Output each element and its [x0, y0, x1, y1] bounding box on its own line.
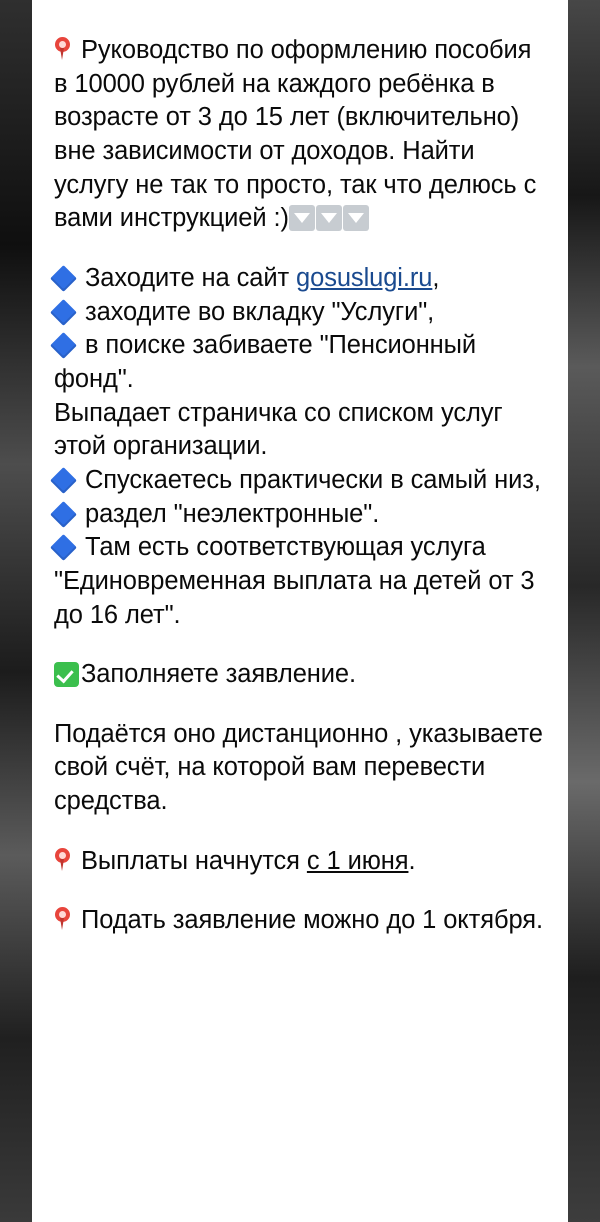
step-line-1 — [54, 262, 546, 296]
paragraph-apply — [54, 658, 546, 692]
step-line-2 — [54, 296, 546, 330]
blue-diamond-icon — [50, 534, 77, 561]
step-line-5 — [54, 466, 541, 494]
payments-start-after: . — [408, 846, 416, 875]
pin-icon — [54, 37, 71, 63]
check-mark-icon — [54, 662, 79, 687]
down-arrow-icon — [289, 205, 315, 231]
blue-diamond-icon — [50, 467, 77, 494]
step-7-text: Там есть соответствующая услуга "Единовременная выплата на детей от 3 до 16 лет". — [54, 533, 535, 629]
step-1-after: , — [432, 263, 440, 292]
paragraph-deadline — [54, 904, 546, 938]
down-arrow-icon — [316, 205, 342, 231]
post-caption-card — [32, 0, 568, 1222]
step-line-6 — [54, 500, 379, 528]
paragraph-apply-text: Заполняете заявление. — [81, 660, 356, 689]
pin-icon — [54, 907, 71, 933]
pin-icon — [54, 848, 71, 874]
paragraph-payments-start — [54, 845, 546, 879]
down-arrow-icon — [343, 205, 369, 231]
step-6-text: раздел "неэлектронные". — [78, 499, 380, 528]
background-right-strip — [568, 0, 600, 1222]
post-caption-text — [54, 34, 546, 938]
step-line-3 — [54, 331, 476, 393]
blue-diamond-icon — [50, 501, 77, 528]
paragraph-remote-text: Подаётся оно дистанционно , указываете свой счёт, на которой вам перевести средства. — [54, 719, 543, 816]
step-line-4 — [54, 399, 503, 461]
background-left-strip — [0, 0, 32, 1222]
paragraph-remote — [54, 718, 546, 819]
blue-diamond-icon — [50, 265, 77, 292]
paragraph-intro — [54, 34, 546, 236]
blue-diamond-icon — [50, 299, 77, 326]
paragraph-deadline-text: Подать заявление можно до 1 октября. — [74, 906, 543, 935]
step-2-text: заходите во вкладку "Услуги", — [78, 297, 435, 326]
step-5-text: Спускаетесь практически в самый низ, — [78, 465, 541, 494]
step-4-text: Выпадает страничка со списком услуг этой организации. — [54, 398, 503, 461]
payments-start-before: Выплаты начнутся — [74, 846, 307, 875]
paragraph-intro-text: Руководство по оформлению пособия в 10000 рублей на каждого ребёнка в возрасте от 3 до 15 лет (включительно) вне зависимости от доходов. Найти услугу не так то просто, так что делюсь с вами инструкцией :) — [54, 36, 537, 233]
payments-start-date: с 1 июня — [306, 846, 409, 875]
gosuslugi-link[interactable]: gosuslugi.ru — [296, 263, 433, 292]
step-1-before: Заходите на сайт — [78, 263, 297, 292]
step-3-text: в поиске забиваете "Пенсионный фонд". — [54, 331, 477, 393]
paragraph-steps — [54, 262, 546, 632]
blue-diamond-icon — [50, 332, 77, 359]
step-line-7 — [54, 533, 535, 628]
